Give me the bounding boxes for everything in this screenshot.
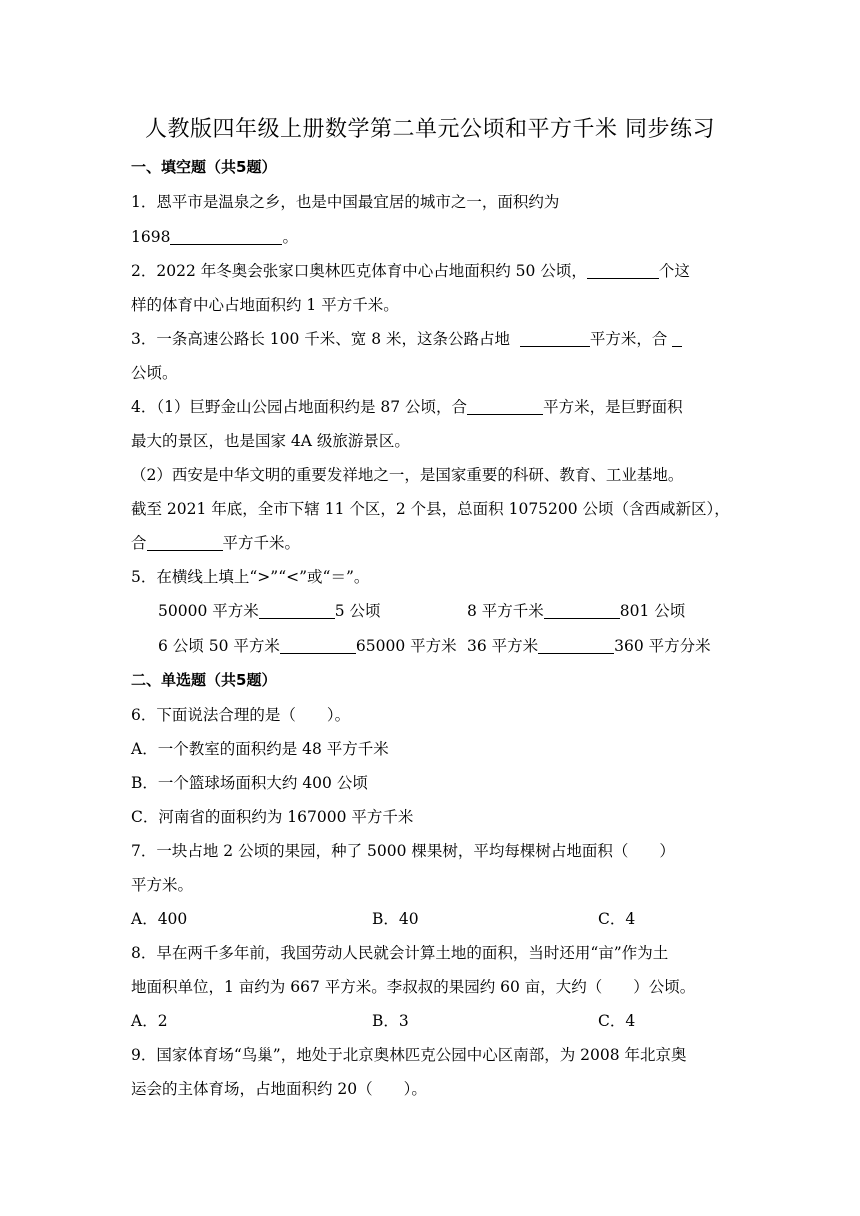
compare-right: 65000 平方米 xyxy=(355,637,457,655)
compare-right: 5 公顷 xyxy=(334,602,381,620)
question-3-line-2: 公顷。 xyxy=(131,364,178,382)
question-3-line-1 xyxy=(131,327,682,349)
question-4-text-unit: 平方千米。 xyxy=(222,534,301,552)
answer-blank[interactable] xyxy=(672,330,682,347)
answer-blank[interactable] xyxy=(147,534,223,551)
compare-left: 36 平方米 xyxy=(467,637,539,655)
question-2-line-2: 样的体育中心占地面积约 1 平方千米。 xyxy=(131,296,399,314)
question-7-option-b[interactable]: B．40 xyxy=(372,910,419,928)
compare-left: 6 公顷 50 平方米 xyxy=(158,637,280,655)
question-4-line-2: 最大的景区，也是国家 4A 级旅游景区。 xyxy=(131,432,410,450)
answer-blank[interactable] xyxy=(587,262,659,279)
section-single-choice-heading: 二、单选题（共5题） xyxy=(131,671,277,689)
question-7-option-a[interactable]: A．400 xyxy=(131,910,188,928)
question-4-part-2-line-3 xyxy=(131,531,300,553)
page-title: 人教版四年级上册数学第二单元公顷和平方千米 同步练习 xyxy=(145,117,715,142)
compare-item-2 xyxy=(467,599,685,621)
compare-right: 801 公顷 xyxy=(619,602,686,620)
compare-item-1 xyxy=(158,599,381,621)
question-1-number: 1698 xyxy=(131,228,171,246)
question-4-text-tail: 平方米，是巨野面积 xyxy=(543,398,683,416)
question-1-line-2 xyxy=(131,225,298,247)
question-8-line-2: 地面积单位，1 亩约为 667 平方米。李叔叔的果园约 60 亩，大约（ ）公顷。 xyxy=(131,978,696,996)
question-4-text-he: 合 xyxy=(131,534,147,552)
question-4-text: 4．（1）巨野金山公园占地面积约是 87 公顷，合 xyxy=(131,398,468,416)
question-5-stem: 5．在横线上填上“>”“<”或“＝”。 xyxy=(131,568,370,586)
question-8-line-1: 8．早在两千多年前，我国劳动人民就会计算土地的面积，当时还用“亩”作为土 xyxy=(131,944,669,962)
answer-blank[interactable] xyxy=(259,602,335,619)
question-3-text: 3．一条高速公路长 100 千米、宽 8 米，这条公路占地 xyxy=(131,330,511,348)
question-4-part-2-line-2: 截至 2021 年底，全市下辖 11 个区，2 个县，总面积 1075200 公顷（含西咸新区）， xyxy=(131,500,730,518)
question-6-stem: 6．下面说法合理的是（ ）。 xyxy=(131,706,351,724)
question-3-text-mid: 平方米，合 xyxy=(589,330,668,348)
question-8-option-c[interactable]: C．4 xyxy=(598,1012,636,1030)
compare-item-3 xyxy=(158,634,457,656)
question-1-line-1: 1．恩平市是温泉之乡，也是中国最宜居的城市之一，面积约为 xyxy=(131,193,560,211)
question-7-option-c[interactable]: C．4 xyxy=(598,910,636,928)
compare-item-4 xyxy=(467,634,711,656)
section-fill-in-heading: 一、填空题（共5题） xyxy=(131,158,277,176)
compare-left: 8 平方千米 xyxy=(467,602,544,620)
question-6-option-a[interactable]: A．一个教室的面积约是 48 平方千米 xyxy=(131,740,389,758)
answer-blank[interactable] xyxy=(544,602,620,619)
answer-blank[interactable] xyxy=(170,228,282,245)
question-2-text: 2．2022 年冬奥会张家口奥林匹克体育中心占地面积约 50 公顷， xyxy=(131,262,587,280)
question-9-line-2: 运会的主体育场，占地面积约 20（ ）。 xyxy=(131,1080,427,1098)
answer-blank[interactable] xyxy=(520,330,590,347)
question-2-text-tail: 个这 xyxy=(658,262,690,280)
answer-blank[interactable] xyxy=(467,398,543,415)
question-7-line-2: 平方米。 xyxy=(131,876,194,894)
question-1-end: 。 xyxy=(282,228,298,246)
answer-blank[interactable] xyxy=(538,637,614,654)
compare-right: 360 平方分米 xyxy=(614,637,711,655)
question-6-option-c[interactable]: C．河南省的面积约为 167000 平方千米 xyxy=(131,808,414,826)
question-7-line-1: 7．一块占地 2 公顷的果园，种了 5000 棵果树，平均每棵树占地面积（ ） xyxy=(131,842,675,860)
question-9-line-1: 9．国家体育场“鸟巢”，地处于北京奥林匹克公园中心区南部，为 2008 年北京奥 xyxy=(131,1046,687,1064)
question-4-line-1 xyxy=(131,395,683,417)
question-8-option-b[interactable]: B．3 xyxy=(372,1012,409,1030)
compare-left: 50000 平方米 xyxy=(158,602,259,620)
question-8-option-a[interactable]: A．2 xyxy=(131,1012,168,1030)
question-6-option-b[interactable]: B．一个篮球场面积大约 400 公顷 xyxy=(131,774,368,792)
answer-blank[interactable] xyxy=(280,637,356,654)
question-4-part-2-line-1: （2）西安是中华文明的重要发祥地之一，是国家重要的科研、教育、工业基地。 xyxy=(131,466,684,484)
question-2-line-1 xyxy=(131,259,690,281)
